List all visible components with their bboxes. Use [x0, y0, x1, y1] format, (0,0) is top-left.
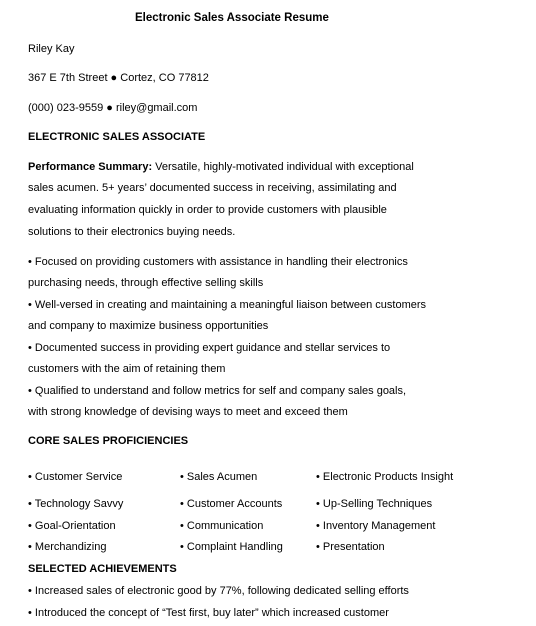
highlight-line: • Documented success in providing expert guidance and stellar services to — [28, 342, 391, 354]
highlight-line: and company to maximize business opportunities — [28, 320, 269, 332]
highlight-line: • Qualified to understand and follow metrics for self and company sales goals, — [28, 385, 407, 397]
achievement-line: • Increased sales of electronic good by 77%, following dedicated selling efforts — [28, 585, 409, 597]
proficiency-item: • Customer Accounts — [180, 498, 283, 510]
summary-line: sales acumen. 5+ years’ documented success in receiving, assimilating and — [28, 182, 397, 194]
proficiency-item: • Presentation — [316, 541, 385, 553]
proficiency-item: • Merchandizing — [28, 541, 107, 553]
highlight-line: with strong knowledge of devising ways to meet and exceed them — [28, 406, 348, 418]
highlight-line: customers with the aim of retaining them — [28, 363, 226, 375]
position-heading: ELECTRONIC SALES ASSOCIATE — [28, 131, 206, 143]
proficiency-item: • Goal-Orientation — [28, 520, 116, 532]
contact-name: Riley Kay — [28, 43, 75, 55]
highlight-line: purchasing needs, through effective selling skills — [28, 277, 264, 289]
summary-label: Performance Summary: — [28, 161, 153, 173]
proficiency-item: • Up-Selling Techniques — [316, 498, 433, 510]
proficiency-item: • Electronic Products Insight — [316, 471, 454, 483]
contact-address: 367 E 7th Street ● Cortez, CO 77812 — [28, 72, 209, 84]
contact-phone-email: (000) 023-9559 ● riley@gmail.com — [28, 102, 198, 114]
highlight-line: • Well-versed in creating and maintaining a meaningful liaison between customers — [28, 299, 427, 311]
achievements-heading: SELECTED ACHIEVEMENTS — [28, 563, 177, 575]
proficiency-item: • Inventory Management — [316, 520, 436, 532]
proficiencies-heading: CORE SALES PROFICIENCIES — [28, 435, 189, 447]
proficiency-item: • Customer Service — [28, 471, 123, 483]
summary-text: Versatile, highly-motivated individual with exceptional — [152, 161, 414, 173]
resume-title: Electronic Sales Associate Resume — [135, 12, 329, 24]
proficiency-item: • Technology Savvy — [28, 498, 124, 510]
summary-line — [28, 160, 414, 174]
summary-line: solutions to their electronics buying needs. — [28, 226, 236, 238]
achievement-line: • Introduced the concept of “Test first, buy later” which increased customer — [28, 607, 389, 619]
proficiency-item: • Communication — [180, 520, 264, 532]
proficiency-item: • Complaint Handling — [180, 541, 283, 553]
proficiency-item: • Sales Acumen — [180, 471, 258, 483]
summary-line: evaluating information quickly in order to provide customers with plausible — [28, 204, 387, 216]
highlight-line: • Focused on providing customers with assistance in handling their electronics — [28, 256, 408, 268]
